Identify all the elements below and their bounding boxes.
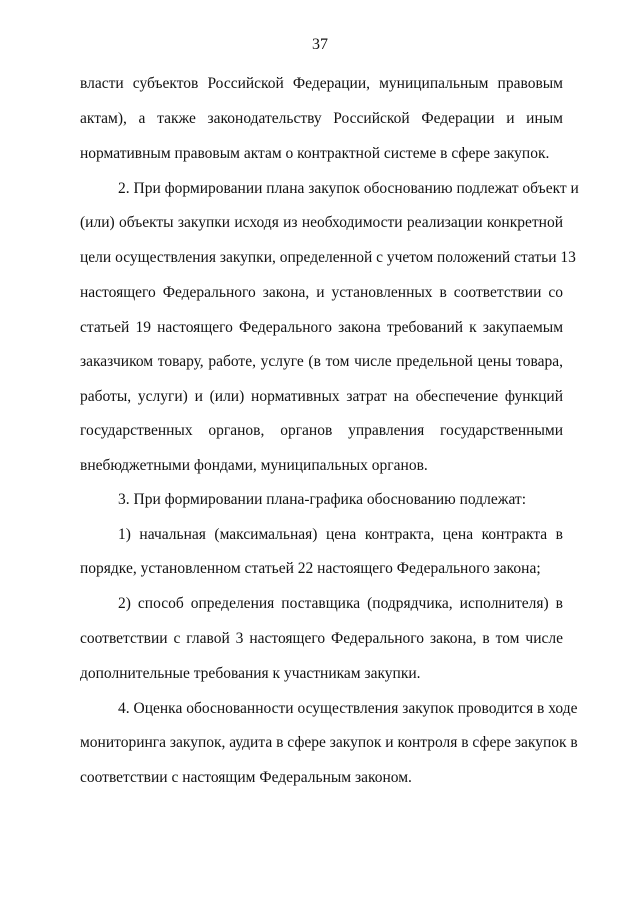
text-line: актам), а также законодательству Российской Федерации и иным [80, 110, 563, 127]
text-line: цели осуществления закупки, определенной с учетом положений статьи 13 [80, 249, 576, 266]
page-number: 37 [312, 36, 328, 53]
text-line: дополнительные требования к участникам закупки. [80, 665, 421, 682]
text-line: настоящего Федерального закона, и установленных в соответствии со [80, 284, 563, 301]
text-line: 4. Оценка обоснованности осуществления закупок проводится в ходе [118, 700, 578, 717]
text-line: соответствии с настоящим Федеральным законом. [80, 769, 412, 786]
text-line: власти субъектов Российской Федерации, муниципальным правовым [80, 75, 563, 92]
text-line: нормативным правовым актам о контрактной системе в сфере закупок. [80, 145, 550, 162]
text-line: государственных органов, органов управления государственными [80, 422, 563, 439]
text-line: соответствии с главой 3 настоящего Федерального закона, в том числе [80, 630, 563, 647]
text-line: 3. При формировании плана-графика обоснованию подлежат: [118, 491, 527, 508]
text-line: порядке, установленном статьей 22 настоящего Федерального закона; [80, 560, 541, 577]
text-line: 2. При формировании плана закупок обоснованию подлежат объект и [118, 180, 579, 197]
text-line: 2) способ определения поставщика (подрядчика, исполнителя) в [118, 595, 563, 612]
text-line: (или) объекты закупки исходя из необходимости реализации конкретной [80, 214, 563, 231]
text-line: внебюджетными фондами, муниципальных органов. [80, 457, 428, 474]
text-line: 1) начальная (максимальная) цена контракта, цена контракта в [118, 526, 563, 543]
text-line: работы, услуги) и (или) нормативных затрат на обеспечение функций [80, 388, 563, 405]
text-line: заказчиком товару, работе, услуге (в том числе предельной цены товара, [80, 353, 563, 370]
text-line: мониторинга закупок, аудита в сфере закупок и контроля в сфере закупок в [80, 734, 578, 751]
text-line: статьей 19 настоящего Федерального закона требований к закупаемым [80, 319, 563, 336]
